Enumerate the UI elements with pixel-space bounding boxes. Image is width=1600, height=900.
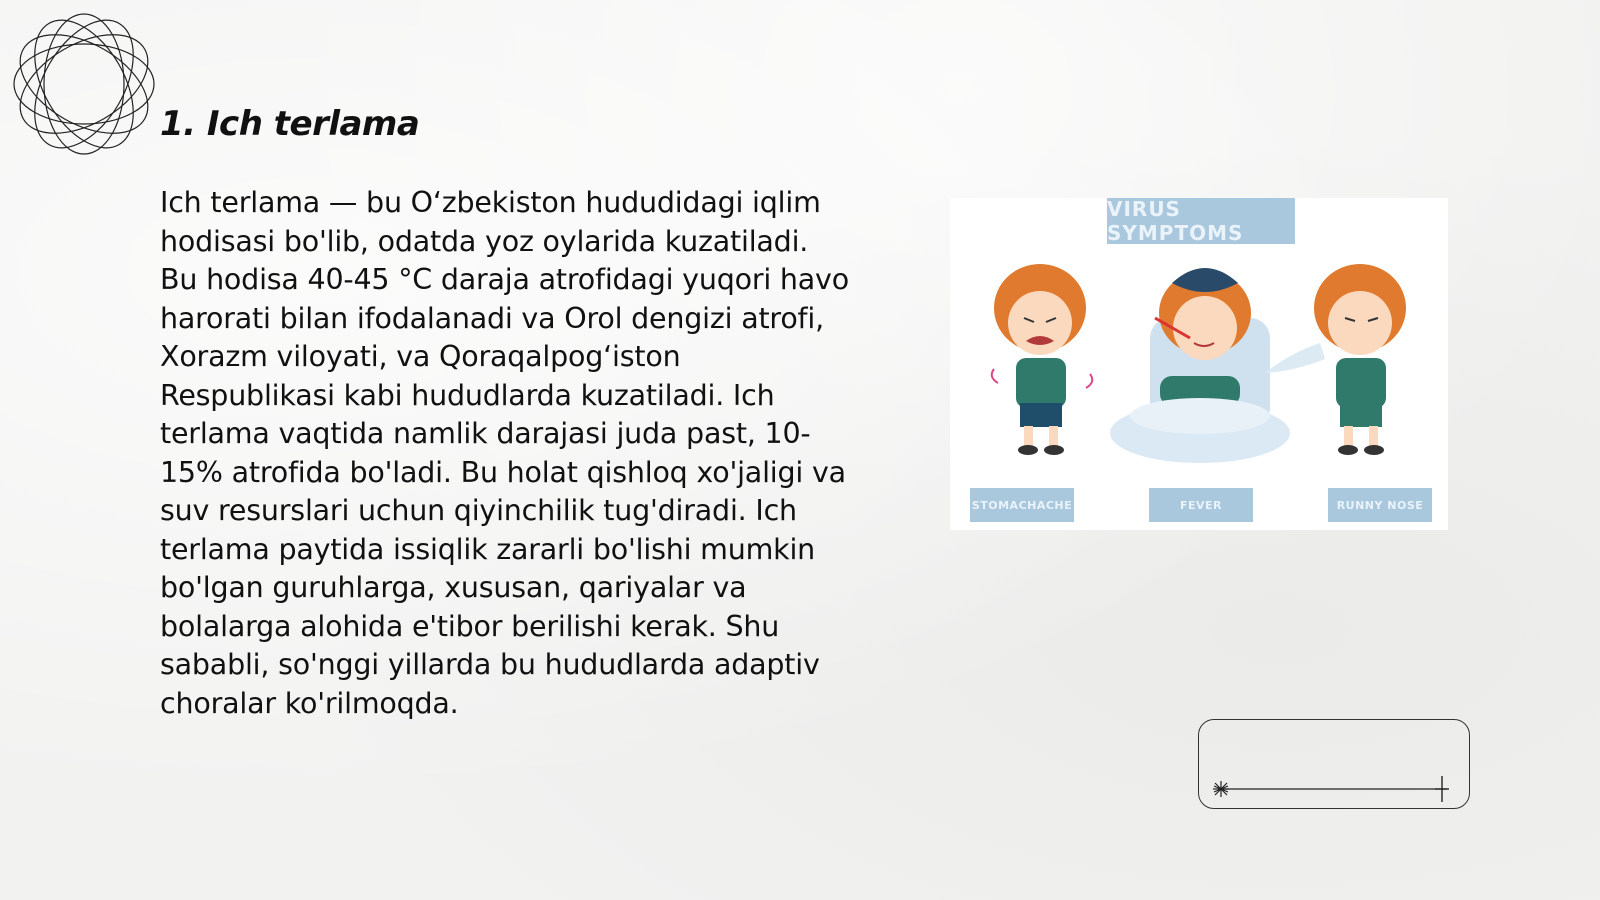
timeline-frame (1198, 719, 1470, 809)
sparkle-icon (1435, 776, 1449, 802)
sick-children-illustration (950, 198, 1448, 530)
timeline-line-icon (1199, 720, 1471, 810)
child-fever-icon (1110, 268, 1290, 463)
illustration-banner: VIRUS SYMPTOMS (1107, 198, 1295, 244)
child-stomachache-icon (992, 264, 1093, 455)
slide-body-text: Ich terlama — bu O‘zbekiston hududidagi iqlim hodisasi bo'lib, odatda yoz oylarida kuzatiladi. Bu hodisa 40-45 °C daraja atrofidagi yuqori havo harorati bilan ifodalanadi va Orol dengizi atrofi, Xorazm viloyati, va Qoraqalpog‘iston Respublikasi kabi hududlarda kuzatiladi. Ich terlama vaqtida namlik darajasi juda past, 10-15% atrofida bo'ladi. Bu holat qishloq xo'jaligi va suv resurslari uchun qiyinchilik tug'diradi. Ich terlama paytida issiqlik zararli bo'lishi mumkin bo'lgan guruhlarga, xususan, qariyalar va bolalarga alohida e'tibor berilishi kerak. Shu sababli, so'nggi yillarda bu hududlarda adaptiv choralar ko'rilmoqda. (160, 186, 849, 720)
slide-title: 1. Ich terlama (160, 104, 420, 144)
label-runny-nose: RUNNY NOSE (1328, 488, 1432, 522)
starburst-icon (1213, 781, 1229, 797)
virus-symptoms-illustration (950, 198, 1448, 530)
decorative-circles-icon (10, 10, 158, 158)
label-fever: FEVER (1149, 488, 1253, 522)
label-stomachache: STOMACHACHE (970, 488, 1074, 522)
